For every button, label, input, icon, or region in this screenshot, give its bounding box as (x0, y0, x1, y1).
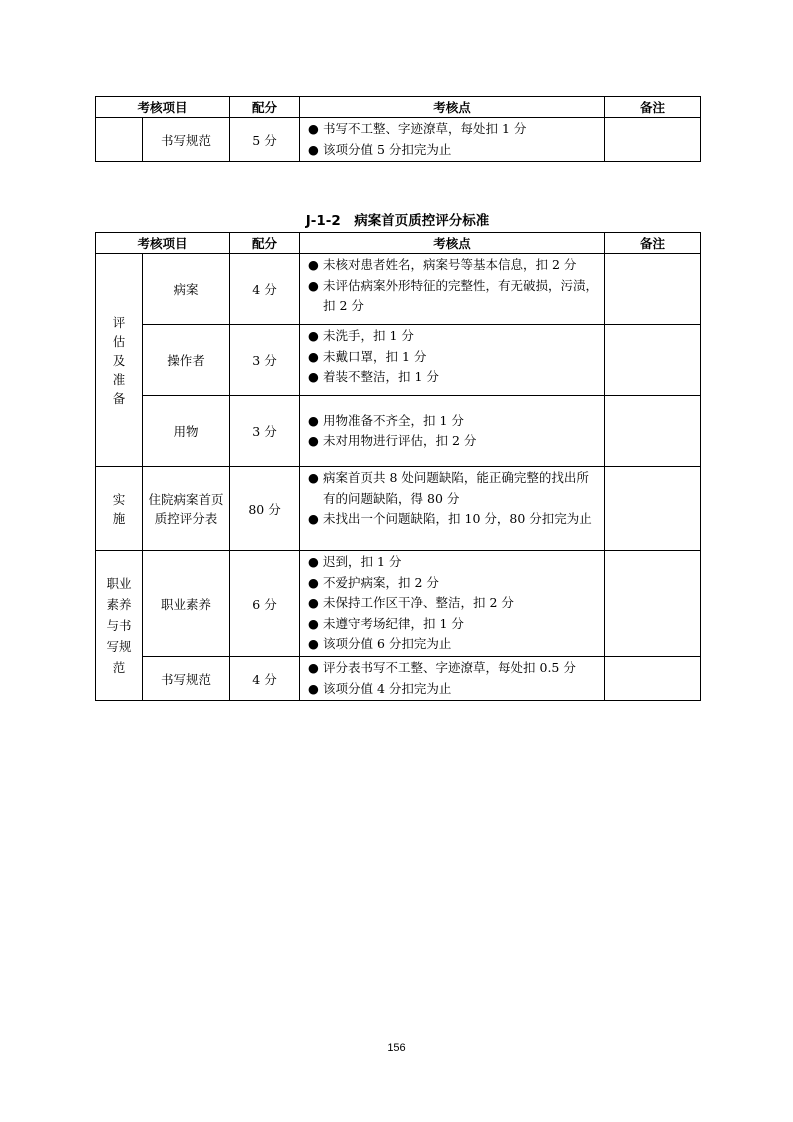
bullet-dot-icon: ● (308, 277, 319, 293)
bullet-dot-icon: ● (308, 636, 319, 651)
bullet-dot-icon: ● (308, 369, 319, 384)
header-point: 考核点 (300, 97, 605, 118)
bullet: ● 评分表书写不工整、字迹潦草，每处扣 0.5 分 (308, 658, 601, 679)
note-cell (605, 467, 701, 551)
bullet: ● 未对用物进行评估，扣 2 分 (308, 431, 601, 452)
table-row (96, 254, 701, 325)
bullet-dot-icon: ● (308, 412, 319, 428)
note-cell (605, 325, 701, 396)
table-row (96, 396, 701, 467)
header-note: 备注 (605, 233, 701, 254)
page-number: 156 (387, 1042, 406, 1054)
bullet: ● 未保持工作区干净、整洁，扣 2 分 (308, 593, 601, 614)
sub-item-cell: 操作者 (143, 325, 230, 396)
score-cell: 5 分 (230, 118, 300, 162)
bullet-dot-icon: ● (308, 141, 319, 157)
table-row (96, 118, 701, 162)
bullet-dot-icon: ● (308, 680, 319, 696)
category-cell: 实 施 (96, 467, 143, 551)
points-cell (300, 551, 605, 657)
points-cell (300, 467, 605, 551)
bullet: ● 该项分值 5 分扣完为止 (308, 140, 601, 161)
header-row (96, 233, 701, 254)
bullet-dot-icon: ● (308, 470, 319, 485)
header-item: 考核项目 (96, 97, 230, 118)
table-row (96, 325, 701, 396)
bullet: ● 病案首页共 8 处问题缺陷，能正确完整的找出所有的问题缺陷，得 80 分 (308, 468, 601, 509)
header-row (96, 97, 701, 118)
note-cell (605, 551, 701, 657)
bullet: ● 书写不工整、字迹潦草，每处扣 1 分 (308, 119, 601, 140)
header-point: 考核点 (300, 233, 605, 254)
bullet-dot-icon: ● (308, 574, 319, 590)
scoring-table (95, 232, 701, 701)
bullet-dot-icon: ● (308, 257, 319, 272)
bullet: ● 未遵守考场纪律，扣 1 分 (308, 614, 601, 635)
bullet: ● 用物准备不齐全，扣 1 分 (308, 411, 601, 432)
header-score: 配分 (230, 233, 300, 254)
bullet-dot-icon: ● (308, 511, 319, 526)
category-cell (96, 118, 143, 162)
note-cell (605, 396, 701, 467)
bullet: ● 未核对患者姓名，病案号等基本信息，扣 2 分 (308, 255, 601, 276)
note-cell (605, 254, 701, 325)
sub-item-cell: 用物 (143, 396, 230, 467)
bullet-dot-icon: ● (308, 121, 319, 136)
note-cell (605, 118, 701, 162)
score-cell: 4 分 (230, 254, 300, 325)
note-cell (605, 657, 701, 701)
score-cell: 4 分 (230, 657, 300, 701)
sub-item-cell: 书写规范 (143, 657, 230, 701)
header-item: 考核项目 (96, 233, 230, 254)
sub-item-cell: 书写规范 (143, 118, 230, 162)
category-cell: 评 估 及 准 备 (96, 254, 143, 467)
points-cell (300, 254, 605, 325)
bullet-dot-icon: ● (308, 348, 319, 364)
bullet-dot-icon: ● (308, 615, 319, 631)
table-row (96, 551, 701, 657)
bullet: ● 该项分值 6 分扣完为止 (308, 634, 601, 655)
bullet-dot-icon: ● (308, 595, 319, 610)
points-cell (300, 657, 605, 701)
bullet: ● 着装不整洁，扣 1 分 (308, 367, 601, 388)
sub-item-cell: 职业素养 (143, 551, 230, 657)
header-note: 备注 (605, 97, 701, 118)
score-cell: 3 分 (230, 396, 300, 467)
bullet-dot-icon: ● (308, 660, 319, 675)
table-row (96, 467, 701, 551)
score-cell: 6 分 (230, 551, 300, 657)
section-title: J-1-2 病案首页质控评分标准 (305, 213, 490, 229)
sub-item-cell: 住院病案首页 质控评分表 (143, 467, 230, 551)
sub-item-cell: 病案 (143, 254, 230, 325)
points-cell (300, 325, 605, 396)
bullet-dot-icon: ● (308, 328, 319, 343)
scoring-table-continued (95, 96, 701, 162)
bullet: ● 未找出一个问题缺陷，扣 10 分，80 分扣完为止 (308, 509, 601, 530)
bullet: ● 迟到，扣 1 分 (308, 552, 601, 573)
bullet: ● 不爱护病案，扣 2 分 (308, 573, 601, 594)
bullet: ● 未洗手，扣 1 分 (308, 326, 601, 347)
table-row (96, 657, 701, 701)
score-cell: 3 分 (230, 325, 300, 396)
bullet: ● 未戴口罩，扣 1 分 (308, 347, 601, 368)
bullet-dot-icon: ● (308, 433, 319, 448)
points-cell (300, 118, 605, 162)
bullet: ● 该项分值 4 分扣完为止 (308, 679, 601, 700)
points-cell (300, 396, 605, 467)
bullet: ● 未评估病案外形特征的完整性，有无破损，污渍，扣 2 分 (308, 276, 601, 317)
category-cell: 职业 素养 与书 写规 范 (96, 551, 143, 701)
bullet-dot-icon: ● (308, 554, 319, 569)
score-cell: 80 分 (230, 467, 300, 551)
header-score: 配分 (230, 97, 300, 118)
